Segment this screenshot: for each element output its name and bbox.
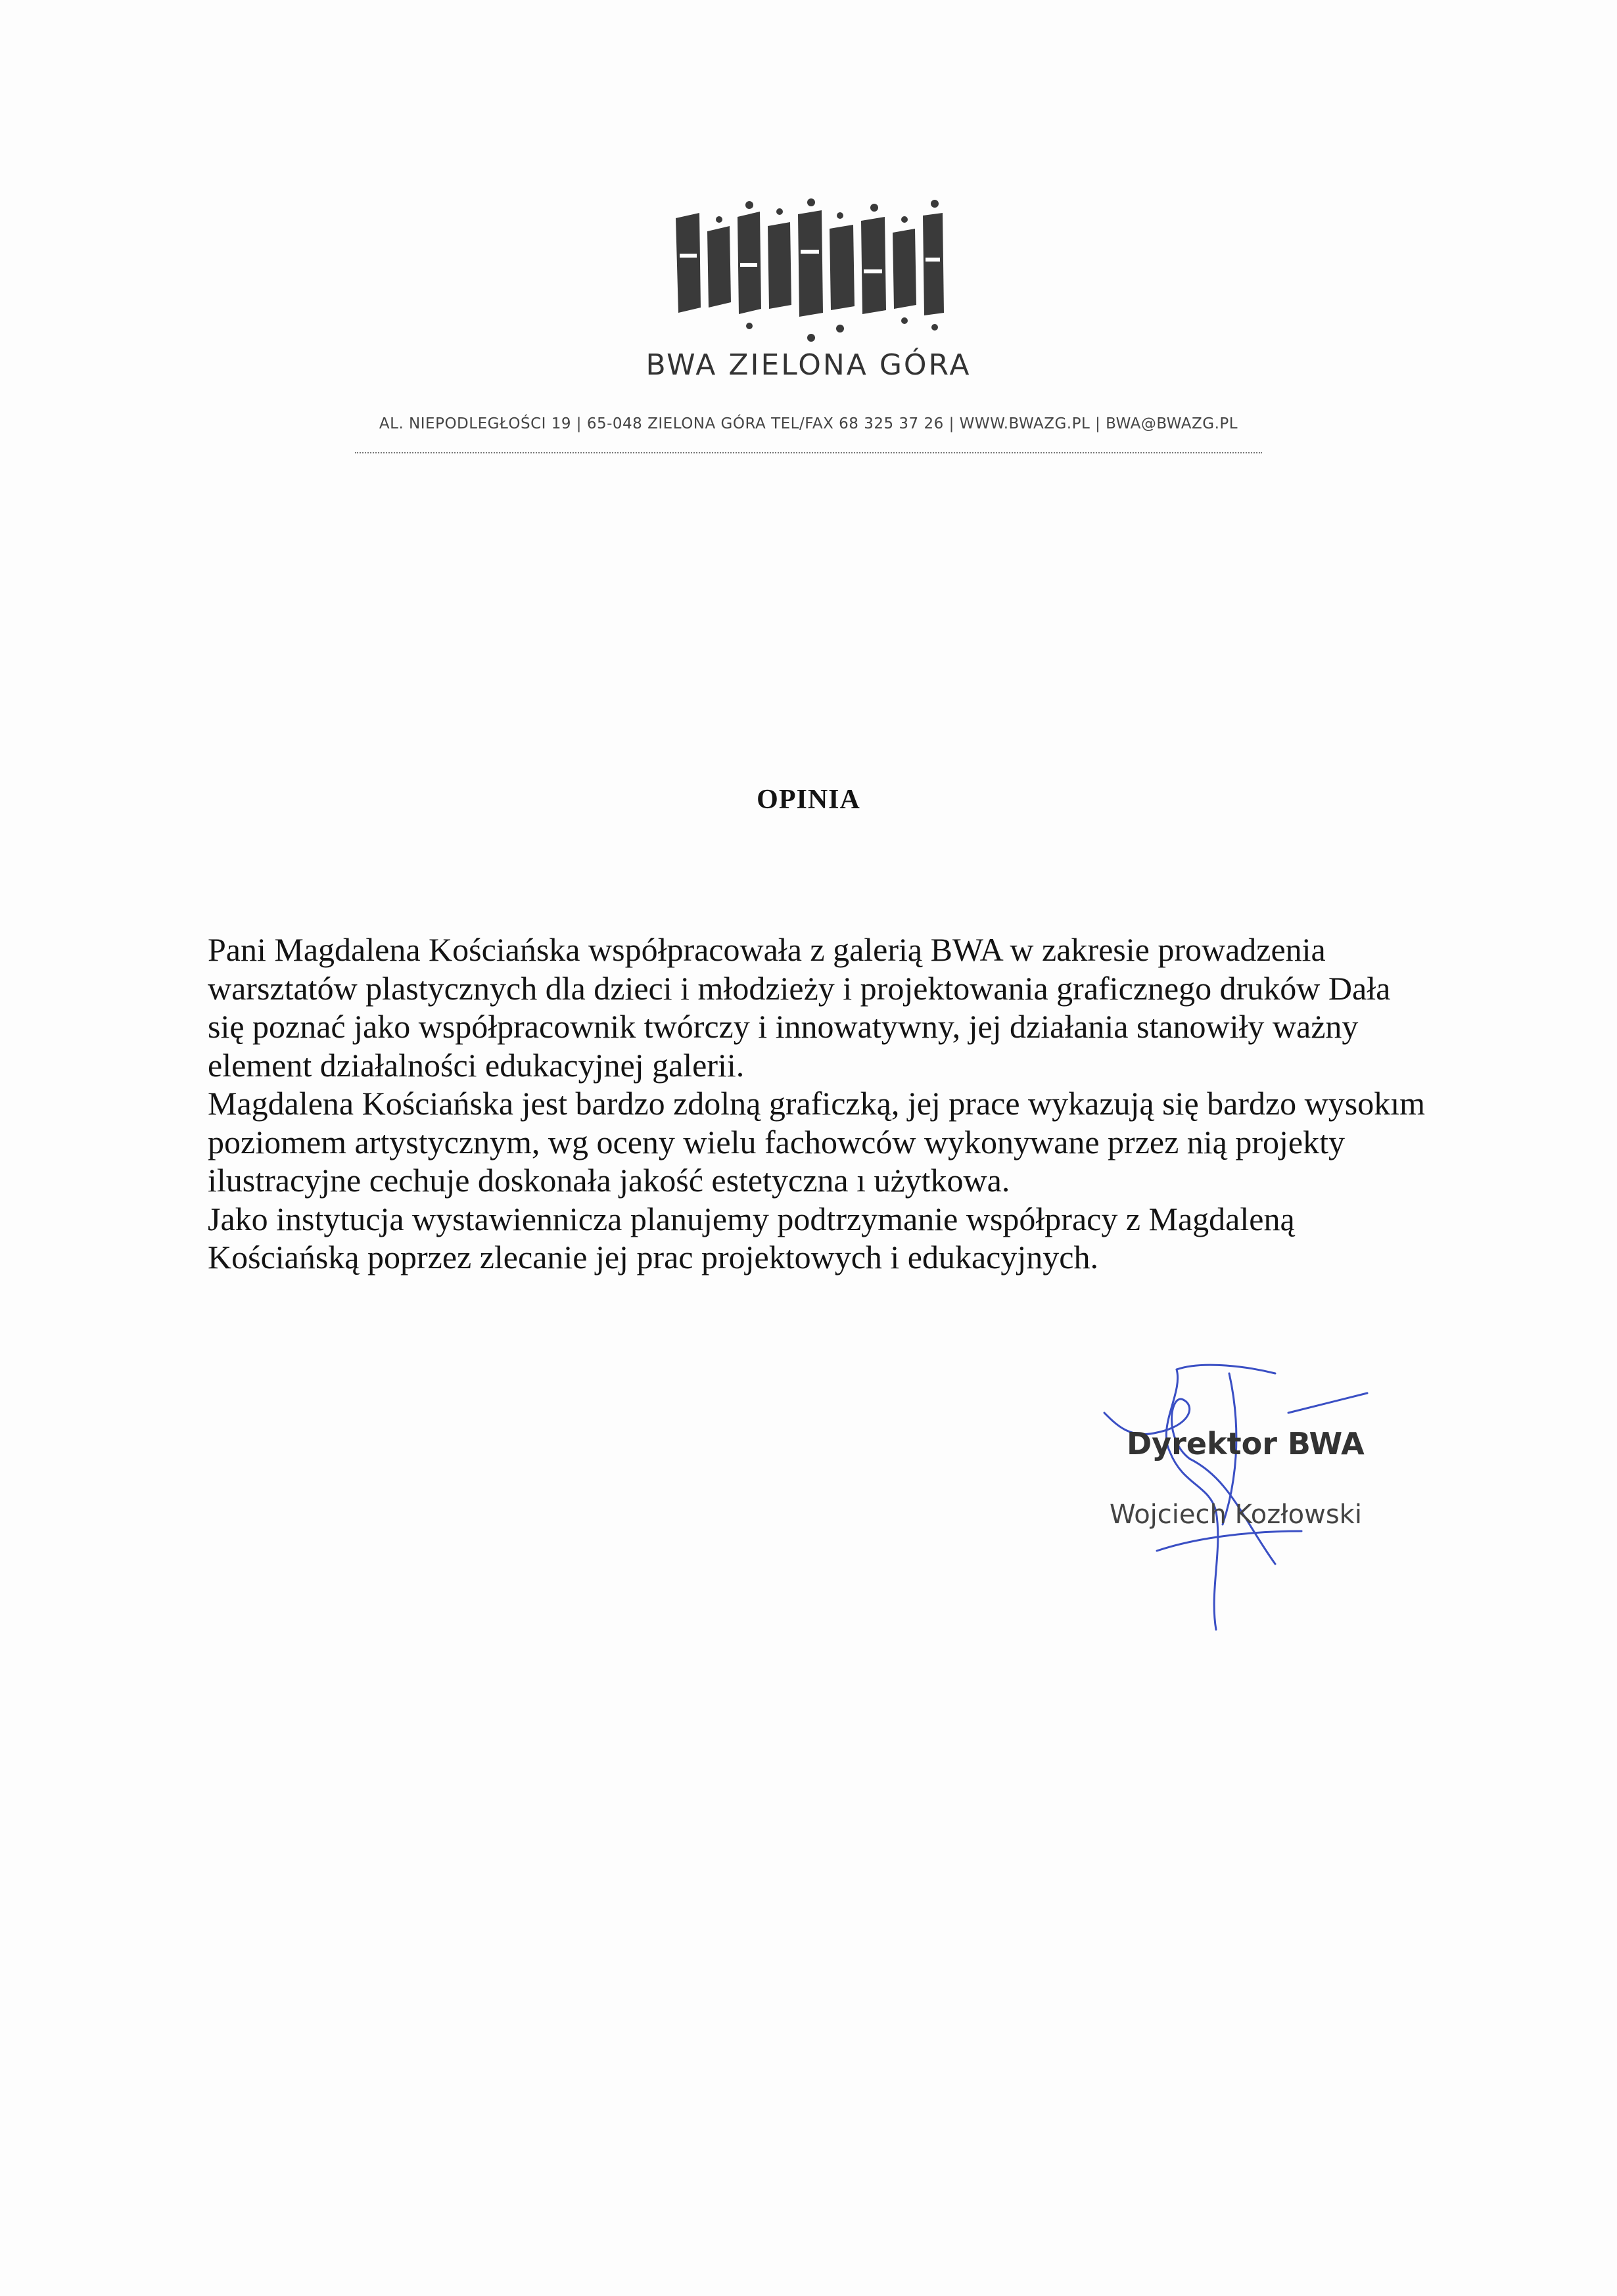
signatory-role: Dyrektor BWA: [1127, 1426, 1365, 1461]
bwa-logo-icon: [664, 197, 953, 348]
signature-block: [1078, 1354, 1420, 1656]
signatory-name: Wojciech Kozłowski: [1110, 1500, 1362, 1530]
address-line: AL. NIEPODLEGŁOŚCI 19 | 65-048 ZIELONA GÓRA TEL/FAX 68 325 37 26 | WWW.BWAZG.PL | BWA@BWAZG.PL: [379, 415, 1238, 432]
body-paragraph: Pani Magdalena Kościańska współpracowała z galerią BWA w zakresie prowadzenia warsztatów plastycznych dla dzieci i młodzieży i projektowania graficznego druków Dała się poznać jako współpracownik twórczy i innowatywny, jej działania stanowiły ważny element działalności edukacyjnej galerii.: [208, 931, 1391, 1084]
letterhead-divider: [355, 452, 1262, 453]
document-title: OPINIA: [757, 785, 860, 815]
body-paragraph: Jako instytucja wystawiennicza planujemy podtrzymanie współpracy z Magdaleną Kościańską poprzez zlecanie jej prac projektowych i edukacyjnych.: [208, 1200, 1295, 1275]
organization-name: BWA ZIELONA GÓRA: [645, 348, 972, 382]
document-body: [208, 930, 1430, 1277]
body-paragraph: Magdalena Kościańska jest bardzo zdolną graficzką, jej prace wykazują się bardzo wysokım poziomem artystycznym, wg oceny wielu fachowców wykonywane przez nią projekty ilustracyjne cechuje doskonała jakość estetyczna ı użytkowa.: [208, 1085, 1426, 1199]
